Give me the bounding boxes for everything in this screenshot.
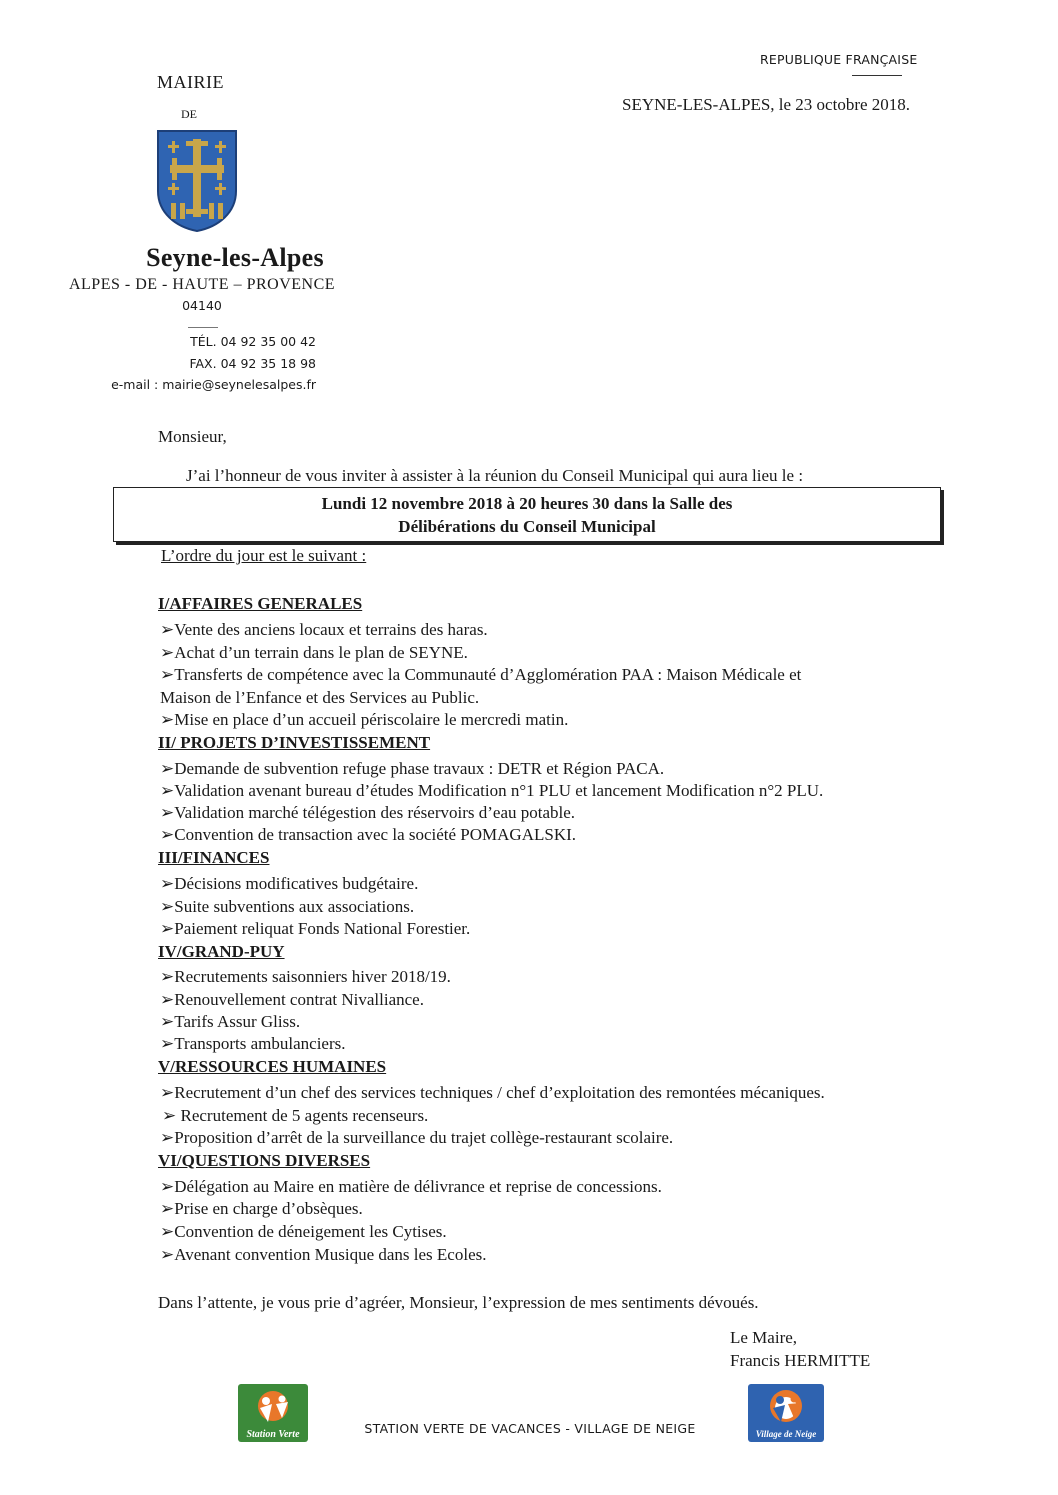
agenda-item: ➢Demande de subvention refuge phase travaux : DETR et Région PACA. xyxy=(160,759,665,778)
agenda-item: ➢Achat d’un terrain dans le plan de SEYNE. xyxy=(160,643,468,662)
agenda-item: ➢Convention de déneigement les Cytises. xyxy=(160,1222,447,1241)
postal-code: 04140 xyxy=(182,298,222,313)
village-de-neige-logo-icon xyxy=(748,1384,824,1442)
coat-of-arms-icon xyxy=(156,129,238,233)
agenda-item: ➢Paiement reliquat Fonds National Forestier. xyxy=(160,919,471,938)
bullet-arrow-icon: ➢ xyxy=(160,759,175,778)
agenda-section-title: III/FINANCES xyxy=(158,848,270,867)
agenda-item: ➢Décisions modificatives budgétaire. xyxy=(160,874,419,893)
agenda-item: ➢Recrutements saisonniers hiver 2018/19. xyxy=(160,967,451,986)
salutation: Monsieur, xyxy=(158,427,227,446)
agenda-item-continuation: Maison de l’Enfance et des Services au Public. xyxy=(160,688,480,707)
bullet-arrow-icon: ➢ xyxy=(160,803,175,822)
bullet-arrow-icon: ➢ xyxy=(160,919,175,938)
bullet-arrow-icon: ➢ xyxy=(162,1106,177,1125)
agenda-item: ➢Vente des anciens locaux et terrains des haras. xyxy=(160,620,488,639)
date-line: SEYNE-LES-ALPES, le 23 octobre 2018. xyxy=(622,95,911,114)
signature-role: Le Maire, xyxy=(730,1328,798,1347)
agenda-item: ➢Validation avenant bureau d’études Modification n°1 PLU et lancement Modification n°2 PLU. xyxy=(160,781,824,800)
bullet-arrow-icon: ➢ xyxy=(160,1012,175,1031)
bullet-arrow-icon: ➢ xyxy=(160,1034,175,1053)
station-verte-logo-icon xyxy=(238,1384,308,1442)
commune-name: Seyne-les-Alpes xyxy=(146,243,324,272)
agenda-item: ➢Suite subventions aux associations. xyxy=(160,897,415,916)
contact-rule xyxy=(188,327,218,328)
bullet-arrow-icon: ➢ xyxy=(160,665,175,684)
bullet-arrow-icon: ➢ xyxy=(160,1199,175,1218)
bullet-arrow-icon: ➢ xyxy=(160,897,175,916)
bullet-arrow-icon: ➢ xyxy=(160,1222,175,1241)
bullet-arrow-icon: ➢ xyxy=(160,781,175,800)
agenda-item: ➢Transports ambulanciers. xyxy=(160,1034,346,1053)
agenda-section-title: I/AFFAIRES GENERALES xyxy=(158,594,363,613)
republique-francaise: REPUBLIQUE FRANÇAISE xyxy=(760,52,918,67)
bullet-arrow-icon: ➢ xyxy=(160,1177,175,1196)
footer-tagline: STATION VERTE DE VACANCES - VILLAGE DE NEIGE xyxy=(364,1421,696,1436)
bullet-arrow-icon: ➢ xyxy=(160,1128,175,1147)
fax: FAX. 04 92 35 18 98 xyxy=(189,356,316,371)
header-rule xyxy=(852,75,902,76)
svg-text:Station Verte: Station Verte xyxy=(246,1429,300,1440)
mairie-label: MAIRIE xyxy=(157,72,224,92)
closing-formula: Dans l’attente, je vous prie d’agréer, Monsieur, l’expression de mes sentiments dévoués. xyxy=(158,1293,759,1312)
email: e-mail : mairie@seynelesalpes.fr xyxy=(111,377,316,392)
agenda-item: ➢Validation marché télégestion des réservoirs d’eau potable. xyxy=(160,803,576,822)
meeting-date-line: Lundi 12 novembre 2018 à 20 heures 30 dans la Salle des xyxy=(321,494,733,513)
signature-name: Francis HERMITTE xyxy=(730,1351,871,1370)
telephone: TÉL. 04 92 35 00 42 xyxy=(190,334,316,349)
invitation-text: J’ai l’honneur de vous inviter à assister à la réunion du Conseil Municipal qui aura lieu le : xyxy=(186,466,804,485)
agenda-item: ➢Recrutement d’un chef des services techniques / chef d’exploitation des remontées mécaniques. xyxy=(160,1083,825,1102)
agenda-item: ➢Délégation au Maire en matière de délivrance et reprise de concessions. xyxy=(160,1177,662,1196)
agenda-item: ➢ Recrutement de 5 agents recenseurs. xyxy=(162,1106,429,1125)
de-label: DE xyxy=(181,107,197,121)
bullet-arrow-icon: ➢ xyxy=(160,874,175,893)
agenda-item: ➢Proposition d’arrêt de la surveillance du trajet collège-restaurant scolaire. xyxy=(160,1128,674,1147)
bullet-arrow-icon: ➢ xyxy=(160,967,175,986)
agenda-item: ➢Transferts de compétence avec la Communauté d’Agglomération PAA : Maison Médicale et xyxy=(160,665,802,684)
bullet-arrow-icon: ➢ xyxy=(160,643,175,662)
bullet-arrow-icon: ➢ xyxy=(160,1083,175,1102)
bullet-arrow-icon: ➢ xyxy=(160,1245,175,1264)
meeting-box xyxy=(113,487,941,542)
bullet-arrow-icon: ➢ xyxy=(160,825,175,844)
svg-text:Village de Neige: Village de Neige xyxy=(755,1429,817,1439)
agenda-item: ➢Mise en place d’un accueil périscolaire le mercredi matin. xyxy=(160,710,569,729)
agenda-section-title: II/ PROJETS D’INVESTISSEMENT xyxy=(158,733,431,752)
agenda-item: ➢Convention de transaction avec la société POMAGALSKI. xyxy=(160,825,577,844)
agenda-section-title: VI/QUESTIONS DIVERSES xyxy=(158,1151,371,1170)
agenda-intro: L’ordre du jour est le suivant : xyxy=(161,546,367,565)
agenda-section-title: V/RESSOURCES HUMAINES xyxy=(158,1057,387,1076)
meeting-room-line: Délibérations du Conseil Municipal xyxy=(398,517,656,536)
agenda-section-title: IV/GRAND-PUY xyxy=(158,942,285,961)
bullet-arrow-icon: ➢ xyxy=(160,990,175,1009)
departement: ALPES - DE - HAUTE – PROVENCE xyxy=(68,276,336,293)
agenda-item: ➢Prise en charge d’obsèques. xyxy=(160,1199,363,1218)
bullet-arrow-icon: ➢ xyxy=(160,710,175,729)
bullet-arrow-icon: ➢ xyxy=(160,620,175,639)
agenda-item: ➢Tarifs Assur Gliss. xyxy=(160,1012,301,1031)
agenda-item: ➢Avenant convention Musique dans les Ecoles. xyxy=(160,1245,487,1264)
agenda-item: ➢Renouvellement contrat Nivalliance. xyxy=(160,990,424,1009)
